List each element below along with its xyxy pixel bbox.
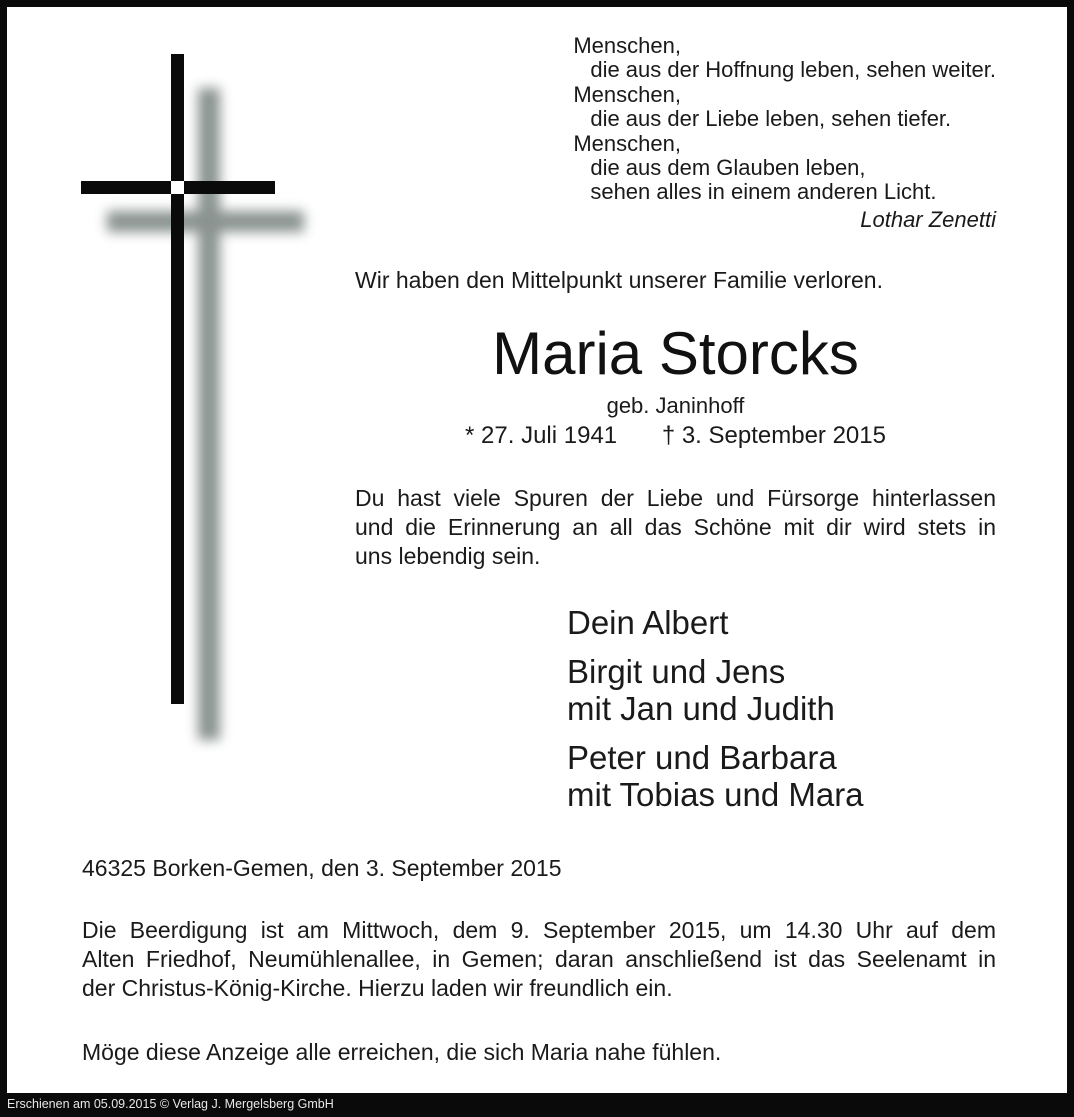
poem-line: die aus dem Glauben leben, — [590, 155, 866, 181]
place-dateline: 46325 Borken-Gemen, den 3. September 2015 — [82, 855, 562, 881]
mourner-line: Peter und Barbara — [567, 739, 837, 776]
cross-shadow-horizontal-bar — [107, 211, 304, 232]
funeral-line: Die Beerdigung ist am Mittwoch, dem 9. September 2015, um 14.30 Uhr auf dem — [82, 917, 996, 943]
poem-block — [573, 34, 996, 232]
tribute-line: uns lebendig sein. — [355, 543, 541, 569]
poem-line: Menschen, — [573, 130, 681, 156]
tribute-paragraph — [355, 484, 996, 571]
mourner-group — [567, 604, 864, 641]
poem-line: Menschen, — [573, 81, 681, 107]
mourner-line: Birgit und Jens — [567, 653, 786, 690]
funeral-notice — [82, 916, 996, 1003]
poem-line: die aus der Liebe leben, sehen tiefer. — [590, 106, 952, 132]
mourner-line: mit Tobias und Mara — [567, 776, 864, 813]
poem-line: Menschen, — [573, 33, 681, 58]
death-date: † 3. September 2015 — [661, 422, 886, 449]
publisher-credit-bar: Erschienen am 05.09.2015 © Verlag J. Mergelsberg GmbH — [0, 1093, 1074, 1117]
poem-line: sehen alles in einem anderen Licht. — [590, 179, 937, 205]
life-dates — [355, 422, 996, 450]
cross-center-highlight — [171, 181, 184, 194]
birth-date: * 27. Juli 1941 — [465, 422, 618, 449]
mourners-list — [567, 604, 864, 825]
mourner-line: mit Jan und Judith — [567, 690, 835, 727]
obituary-notice — [7, 7, 1067, 1093]
cross-vertical-bar — [171, 54, 184, 704]
funeral-line: Alten Friedhof, Neumühlenallee, in Gemen; daran anschließend ist das Seelenamt in — [82, 946, 996, 972]
poem-line: die aus der Hoffnung leben, sehen weiter. — [590, 57, 996, 83]
poem-attribution: Lothar Zenetti — [860, 206, 996, 232]
closing-line: Möge diese Anzeige alle erreichen, die sich Maria nahe fühlen. — [82, 1039, 722, 1065]
intro-line: Wir haben den Mittelpunkt unserer Familie verloren. — [355, 267, 883, 293]
mourner-group — [567, 739, 864, 813]
mourner-line: Dein Albert — [567, 604, 729, 641]
tribute-line: Du hast viele Spuren der Liebe und Fürsorge hinterlassen — [355, 485, 996, 511]
deceased-birth-name: geb. Janinhoff — [606, 393, 745, 418]
tribute-line: und die Erinnerung an all das Schöne mit dir wird stets in — [355, 514, 996, 540]
deceased-name: Maria Storcks — [492, 320, 859, 387]
mourner-group — [567, 653, 864, 727]
funeral-line: der Christus-König-Kirche. Hierzu laden wir freundlich ein. — [82, 975, 673, 1001]
